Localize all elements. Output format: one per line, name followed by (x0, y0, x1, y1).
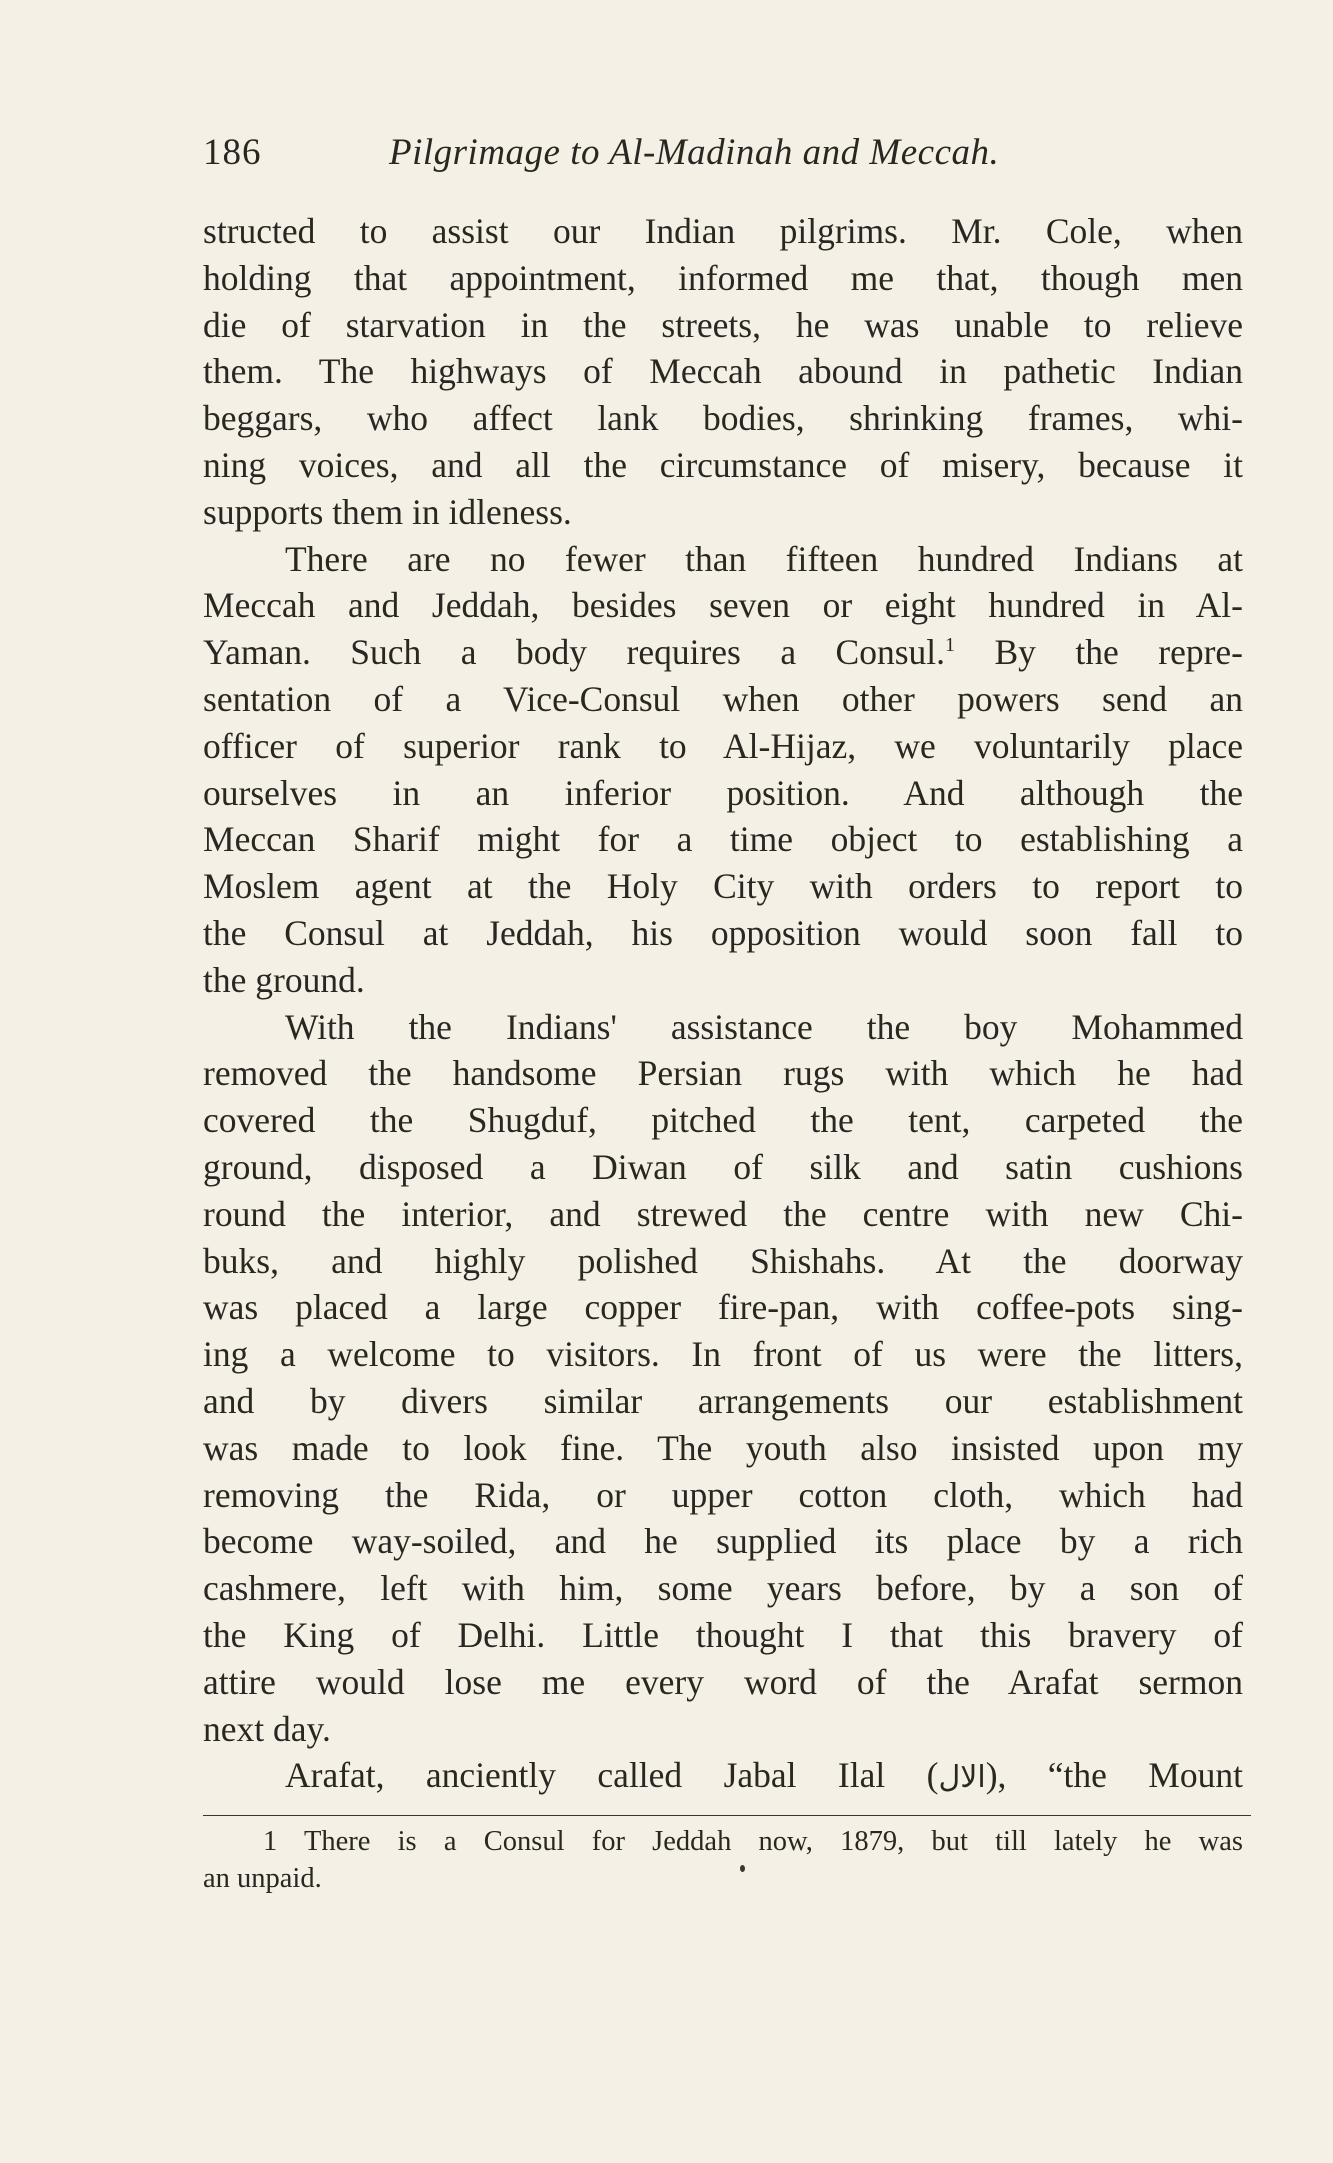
body-text (203, 208, 1243, 1799)
text-segment: Yaman. Such a body requires a Consul. (203, 632, 946, 673)
text-line: sentation of a Vice-Consul when other powers send an (203, 678, 1243, 719)
arabic-word: الال (938, 1760, 986, 1796)
text-line: Moslem agent at the Holy City with orders to report to (203, 866, 1243, 907)
footnote-reference: 1 (945, 634, 956, 657)
text-line: the King of Delhi. Little thought I that this bravery of (203, 1614, 1243, 1655)
text-line: round the interior, and strewed the centre with new Chi- (203, 1193, 1243, 1234)
text-line: next day. (203, 1708, 331, 1749)
text-line: There are no fewer than fifteen hundred Indians at (285, 538, 1243, 579)
text-segment: By the repre- (955, 632, 1243, 673)
footnote-line: an unpaid. (203, 1863, 322, 1894)
text-line: Meccan Sharif might for a time object to establishing a (203, 819, 1243, 860)
text-segment: ), “the Mount (985, 1755, 1243, 1796)
text-line: officer of superior rank to Al-Hijaz, we voluntarily place (203, 725, 1243, 766)
text-line: them. The highways of Meccah abound in pathetic Indian (203, 351, 1243, 392)
text-line: and by divers similar arrangements our establishment (203, 1380, 1243, 1421)
text-line: holding that appointment, informed me that, though men (203, 257, 1243, 298)
text-line-with-footnote (203, 629, 1243, 676)
text-segment: Arafat, anciently called Jabal Ilal ( (285, 1755, 939, 1796)
text-line: cashmere, left with him, some years before, by a son of (203, 1568, 1243, 1609)
running-head (203, 128, 1243, 178)
text-line: die of starvation in the streets, he was unable to relieve (203, 304, 1243, 345)
text-line: ourselves in an inferior position. And although the (203, 772, 1243, 813)
text-line: ing a welcome to visitors. In front of us were the litters, (203, 1334, 1243, 1375)
text-line: attire would lose me every word of the Arafat sermon (203, 1661, 1243, 1702)
text-line-with-arabic (203, 1752, 1243, 1799)
stray-ink-dot (740, 1865, 745, 1872)
footnote (203, 1823, 1243, 1897)
text-line: ning voices, and all the circumstance of misery, because it (203, 444, 1243, 485)
text-line: supports them in idleness. (203, 491, 572, 532)
text-line: buks, and highly polished Shishahs. At the doorway (203, 1240, 1243, 1281)
footnote-rule (203, 1815, 1251, 1816)
text-line: covered the Shugduf, pitched the tent, carpeted the (203, 1100, 1243, 1141)
text-line: was placed a large copper fire-pan, with coffee-pots sing- (203, 1287, 1243, 1328)
text-line: become way-soiled, and he supplied its place by a rich (203, 1521, 1243, 1562)
page-number: 186 (203, 132, 262, 173)
text-line: was made to look fine. The youth also insisted upon my (203, 1427, 1243, 1468)
text-line: removed the handsome Persian rugs with which he had (203, 1053, 1243, 1094)
text-line: structed to assist our Indian pilgrims. Mr. Cole, when (203, 211, 1243, 251)
text-line: the Consul at Jeddah, his opposition would soon fall to (203, 912, 1243, 953)
text-line: beggars, who affect lank bodies, shrinking frames, whi- (203, 398, 1243, 439)
text-line: removing the Rida, or upper cotton cloth, which had (203, 1474, 1243, 1515)
footnote-line: 1 There is a Consul for Jeddah now, 1879, but till lately he was (263, 1826, 1243, 1857)
running-title: Pilgrimage to Al-Madinah and Meccah. (389, 132, 1000, 173)
text-line: ground, disposed a Diwan of silk and satin cushions (203, 1146, 1243, 1187)
text-line: With the Indians' assistance the boy Mohammed (285, 1006, 1243, 1047)
text-line: Meccah and Jeddah, besides seven or eight hundred in Al- (203, 585, 1243, 626)
text-line: the ground. (203, 959, 365, 1000)
